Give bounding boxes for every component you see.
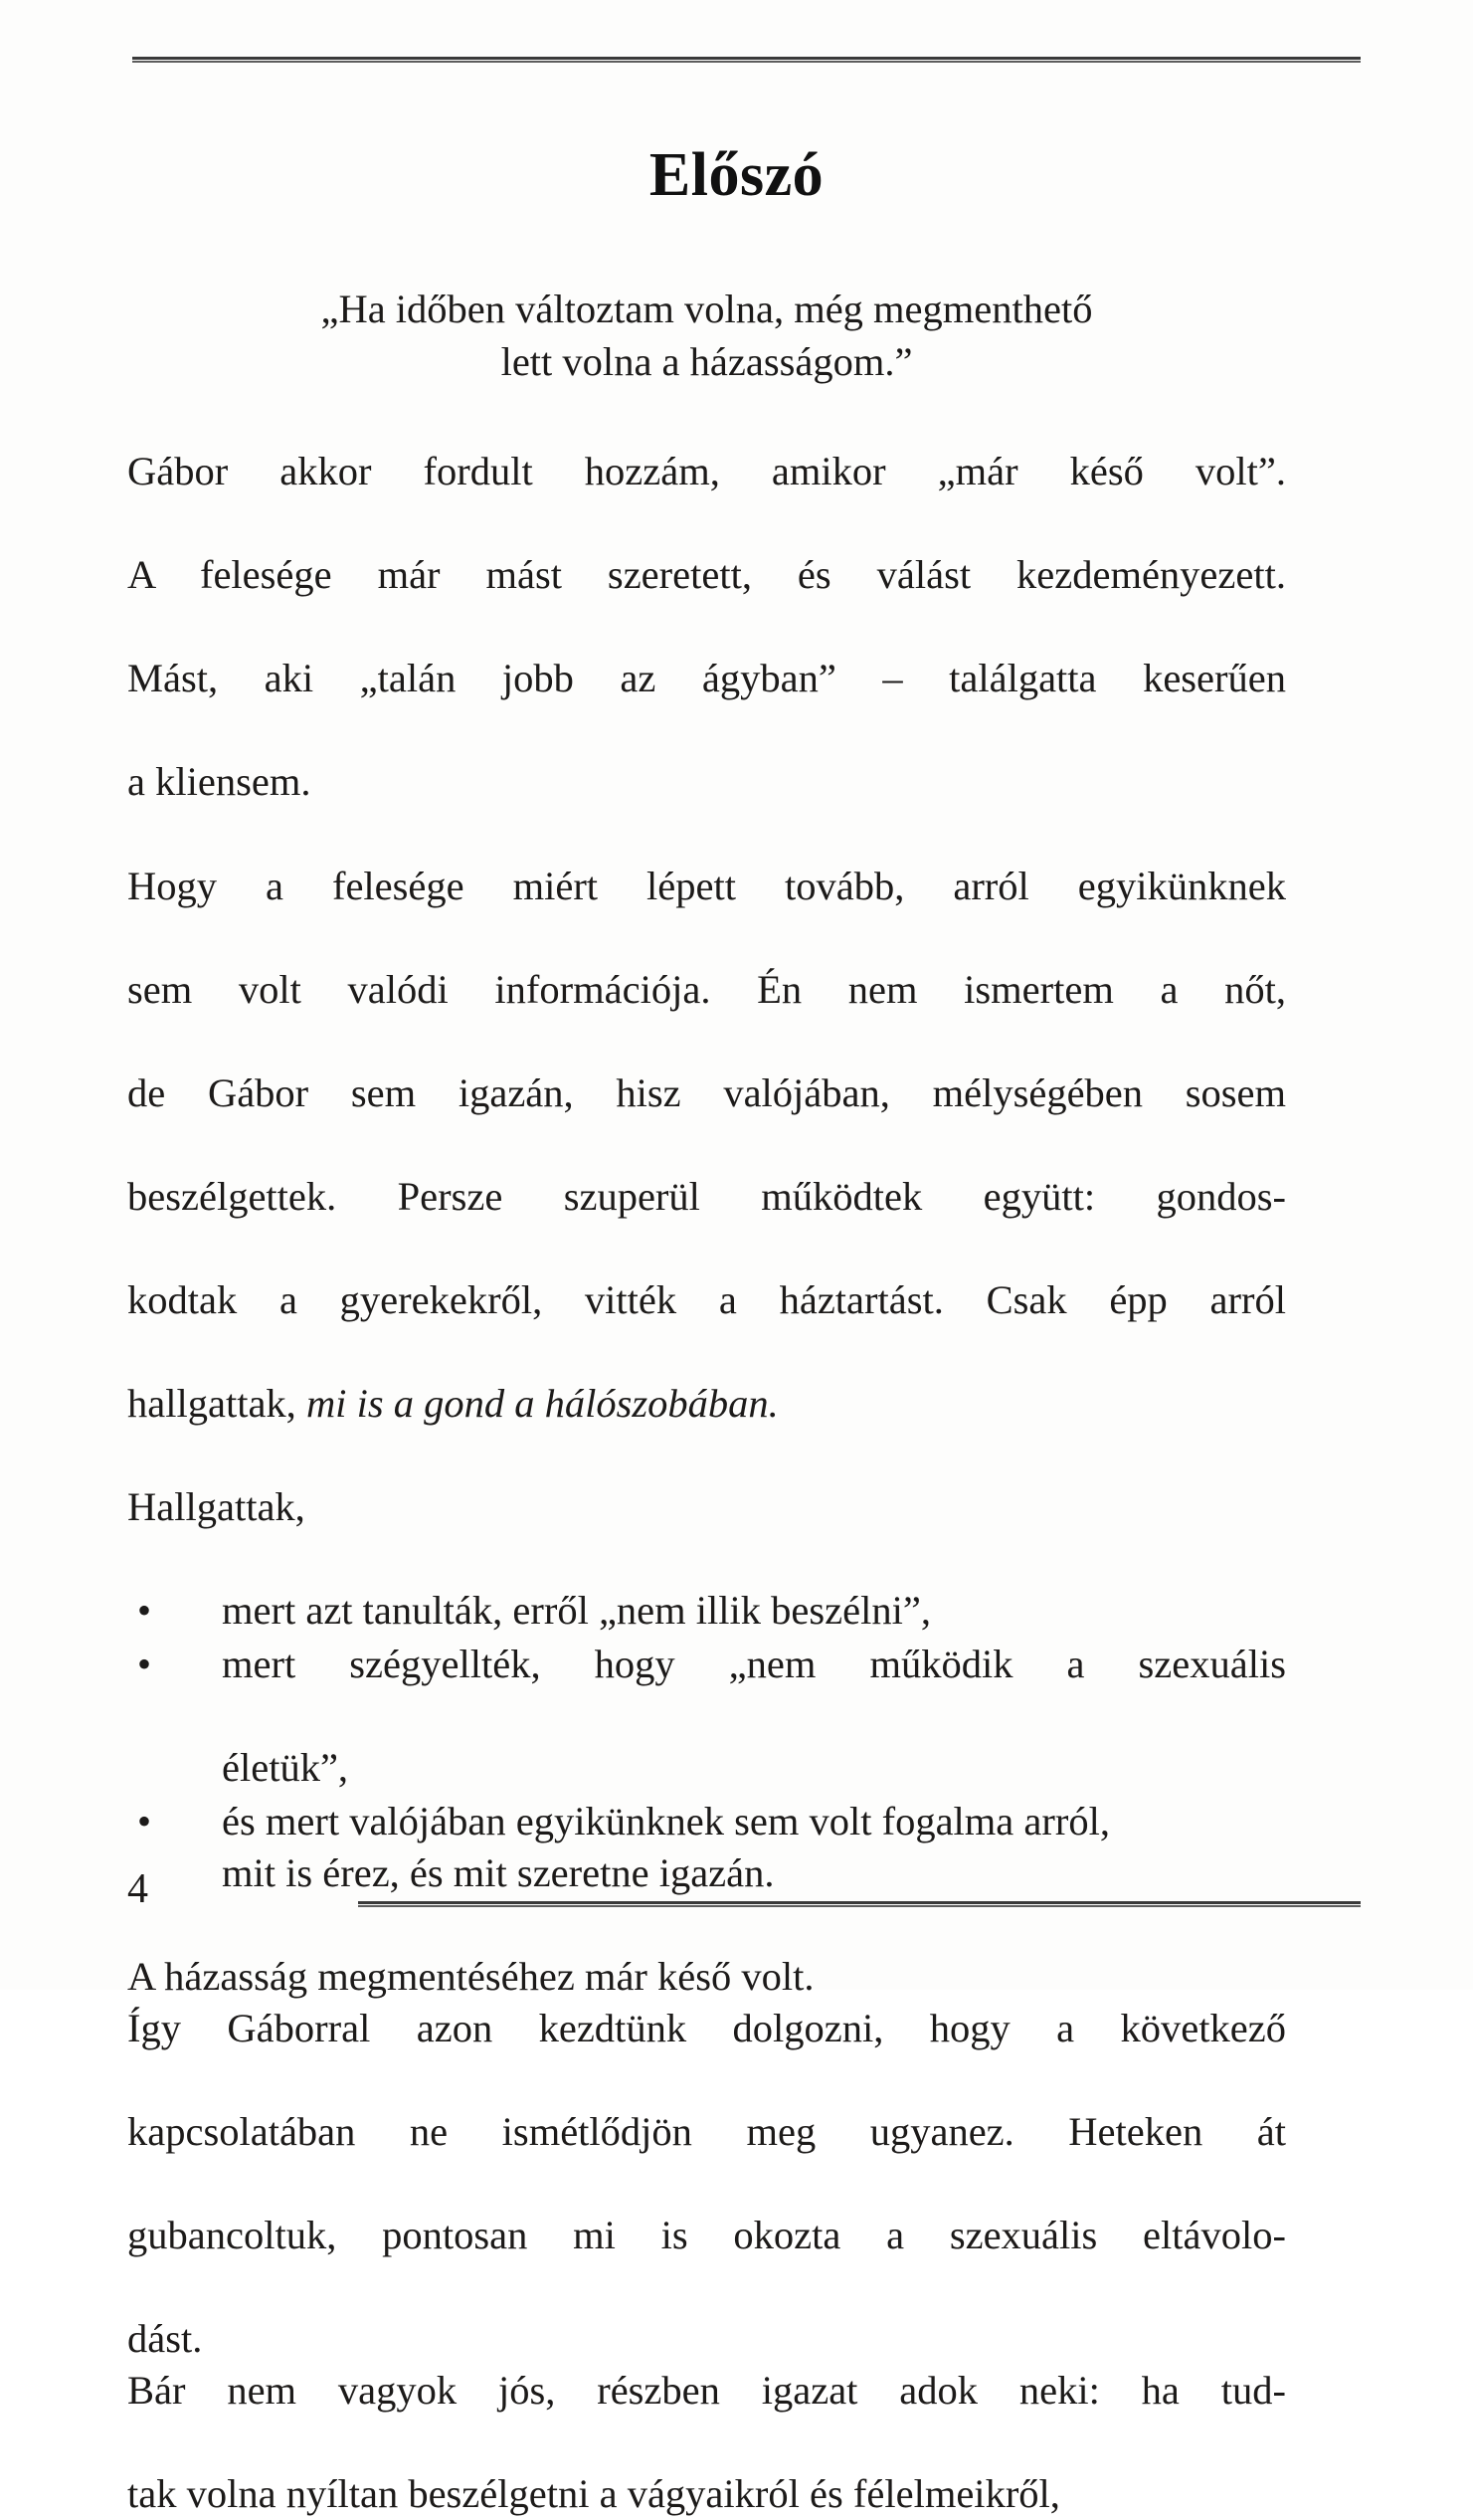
paragraph-three-line-2: Így Gáborral azon kezdtünk dolgozni, hogy a következő: [127, 2006, 1286, 2051]
list-item-line-1: mert szégyellték, hogy „nem működik a szexuális: [222, 1641, 1286, 1686]
paragraph-two-italic-phrase: mi is a gond a hálószobában.: [305, 1380, 779, 1426]
paragraph-one-line-3: Mást, aki „talán jobb az ágyban” – találgatta keserűen: [127, 656, 1286, 701]
paragraph-three-line-5: dást.: [127, 2316, 203, 2362]
epigraph-line-1: „Ha időben változtam volna, még megmenthető: [320, 287, 1093, 331]
header-rule-thin: [132, 61, 1361, 63]
paragraph-two-line-4: beszélgettek. Persze szuperül működtek együtt: gondos-: [127, 1173, 1286, 1219]
paragraph-two-line-5: kodtak a gyerekekről, vitték a háztartást. Csak épp arról: [127, 1276, 1286, 1322]
paragraph-two: [127, 861, 1286, 1430]
paragraph-two-line-6-plain: hallgattak,: [127, 1380, 306, 1426]
list-item: [127, 1585, 1286, 1637]
list-item-line-1: mert azt tanulták, erről „nem illik beszélni”,: [222, 1587, 931, 1633]
bullet-icon: •: [137, 1587, 152, 1633]
paragraph-three-line-1: A házasság megmentéséhez már késő volt.: [127, 1954, 815, 2000]
paragraph-three-line-7: tak volna nyíltan beszélgetni a vágyaikról és félelmeikről,: [127, 2471, 1060, 2517]
page-number: 4: [127, 1866, 148, 1912]
page-title: Előszó: [648, 140, 825, 209]
footer-double-rule: [358, 1901, 1361, 1907]
epigraph-quote: [127, 284, 1286, 388]
paragraph-one-line-2: A felesége már mást szeretett, és válást kezdeményezett.: [127, 552, 1286, 598]
list-item-line-2: mit is érez, és mit szeretne igazán.: [222, 1850, 775, 1896]
paragraph-one-line-1: Gábor akkor fordult hozzám, amikor „már késő volt”.: [127, 449, 1286, 494]
paragraph-one: [127, 446, 1286, 808]
footer-rule-thin: [358, 1905, 1361, 1907]
list-item-line-2: életük”,: [222, 1744, 349, 1790]
paragraph-two-line-1: Hogy a felesége miért lépett tovább, arról egyikünknek: [127, 863, 1286, 908]
paragraph-two-line-3: de Gábor sem igazán, hisz valójában, mélységében sosem: [127, 1069, 1286, 1115]
paragraph-one-line-4: a kliensem.: [127, 759, 311, 805]
paragraph-two-line-2: sem volt valódi információja. Én nem ismertem a nőt,: [127, 966, 1286, 1012]
footer-rule-thick: [358, 1901, 1361, 1904]
paragraph-two-line-6: [127, 1378, 1286, 1430]
bullet-icon: •: [137, 1641, 152, 1686]
list-item: [127, 1639, 1286, 1794]
epigraph-line-2: lett volna a házasságom.”: [500, 338, 913, 384]
paragraph-three-line-4: gubancoltuk, pontosan mi is okozta a szexuális eltávolo-: [127, 2213, 1286, 2258]
header-rule-thick: [132, 57, 1361, 60]
list-lead-in: Hallgattak,: [127, 1483, 305, 1529]
bullet-list: [127, 1585, 1286, 1899]
bullet-icon: •: [137, 1799, 152, 1843]
page-footer: [127, 1868, 1361, 1924]
header-double-rule: [132, 57, 1361, 63]
page-content: [127, 284, 1286, 2520]
paragraph-three-line-3: kapcsolatában ne ismétlődjön meg ugyanez. Heteken át: [127, 2109, 1286, 2155]
list-item-line-1: és mert valójában egyikünknek sem volt fogalma arról,: [222, 1799, 1110, 1843]
paragraph-three: [127, 1951, 1286, 2520]
paragraph-three-line-6: Bár nem vagyok jós, részben igazat adok neki: ha tud-: [127, 2368, 1286, 2414]
